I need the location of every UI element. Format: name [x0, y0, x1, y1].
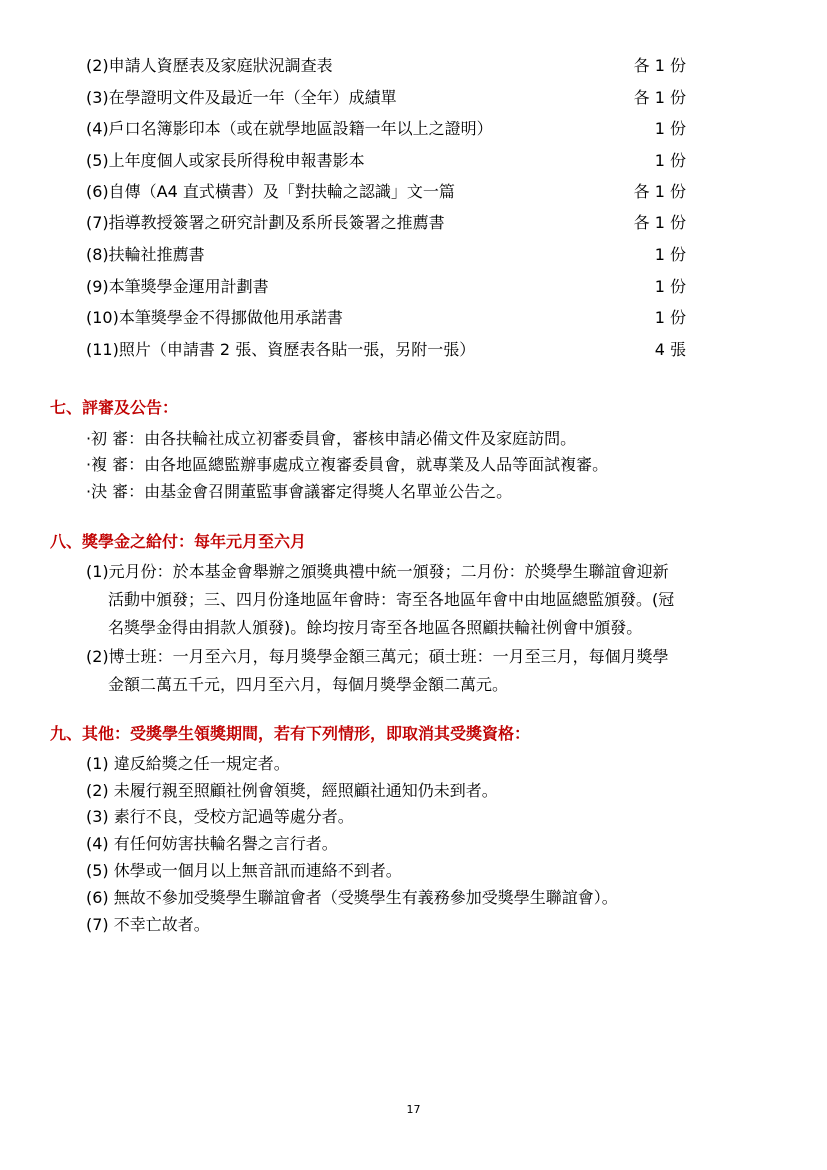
section-heading-payment-emphasis: 每年元月至六月 — [194, 532, 307, 551]
document-item-quantity: 4 張 — [654, 340, 686, 359]
document-item-quantity: 各 1 份 — [633, 213, 686, 232]
document-item — [86, 54, 686, 78]
document-item — [86, 243, 686, 267]
other-item: (4) 有任何妨害扶輪名譽之言行者。 — [86, 834, 338, 853]
document-item-text: (10)本筆獎學金不得挪做他用承諾書 — [86, 308, 343, 327]
payment-item-line: 活動中頒發；三、四月份逢地區年會時：寄至各地區年會中由地區總監頒發。(冠 — [108, 590, 675, 609]
document-item — [86, 338, 686, 362]
document-item-quantity: 1 份 — [654, 308, 686, 327]
document-item-quantity: 各 1 份 — [633, 88, 686, 107]
document-item — [86, 117, 686, 141]
document-item-text: (2)申請人資歷表及家庭狀況調查表 — [86, 56, 333, 75]
document-item — [86, 275, 686, 299]
document-item-text: (11)照片（申請書 2 張、資歷表各貼一張，另附一張） — [86, 340, 476, 359]
page-number: 17 — [406, 1103, 421, 1116]
document-item — [86, 306, 686, 330]
section-heading-review: 七、評審及公告： — [50, 398, 179, 417]
document-item-quantity: 1 份 — [654, 119, 686, 138]
document-item-text: (4)戶口名簿影印本（或在就學地區設籍一年以上之證明） — [86, 119, 493, 138]
document-item-text: (3)在學證明文件及最近一年（全年）成績單 — [86, 88, 397, 107]
other-item: (5) 休學或一個月以上無音訊而連絡不到者。 — [86, 861, 402, 880]
document-item-text: (7)指導教授簽署之研究計劃及系所長簽署之推薦書 — [86, 213, 445, 232]
review-item: ·初 審：由各扶輪社成立初審委員會，審核申請必備文件及家庭訪問。 — [86, 429, 577, 448]
document-item-quantity: 各 1 份 — [633, 56, 686, 75]
document-item-quantity: 1 份 — [654, 151, 686, 170]
review-item: ·決 審：由基金會召開董監事會議審定得獎人名單並公告之。 — [86, 482, 513, 501]
payment-item-line: 金額二萬五千元，四月至六月，每個月獎學金額二萬元。 — [108, 675, 509, 694]
payment-item-line: (2)博士班：一月至六月，每月獎學金額三萬元；碩士班：一月至三月，每個月獎學 — [86, 647, 669, 666]
document-item-text: (8)扶輪社推薦書 — [86, 245, 205, 264]
other-item: (3) 素行不良，受校方記過等處分者。 — [86, 807, 354, 826]
document-item-text: (5)上年度個人或家長所得稅申報書影本 — [86, 151, 365, 170]
document-item-quantity: 1 份 — [654, 277, 686, 296]
other-item: (6) 無故不參加受獎學生聯誼會者（受獎學生有義務參加受獎學生聯誼會）。 — [86, 888, 618, 907]
section-heading-payment — [50, 530, 306, 554]
document-item — [86, 211, 686, 235]
section-heading-other: 九、其他：受獎學生領獎期間，若有下列情形，即取消其受獎資格： — [50, 724, 531, 743]
document-item-text: (6)自傳（A4 直式橫書）及「對扶輪之認識」文一篇 — [86, 182, 455, 201]
document-item-quantity: 1 份 — [654, 245, 686, 264]
payment-item-line: (1)元月份：於本基金會舉辦之頒獎典禮中統一頒發；二月份：於獎學生聯誼會迎新 — [86, 562, 669, 581]
section-heading-payment-label: 八、獎學金之給付： — [50, 532, 195, 551]
other-item: (1) 違反給獎之任一規定者。 — [86, 754, 290, 773]
document-item — [86, 86, 686, 110]
document-item-quantity: 各 1 份 — [633, 182, 686, 201]
other-item: (2) 未履行親至照顧社例會領獎，經照顧社通知仍未到者。 — [86, 781, 498, 800]
document-item — [86, 149, 686, 173]
review-item: ·複 審：由各地區總監辦事處成立複審委員會，就專業及人品等面試複審。 — [86, 455, 609, 474]
payment-item-line: 名獎學金得由捐款人頒發)。餘均按月寄至各地區各照顧扶輪社例會中頒發。 — [108, 618, 643, 637]
document-item — [86, 180, 686, 204]
document-item-text: (9)本筆獎學金運用計劃書 — [86, 277, 269, 296]
other-item: (7) 不幸亡故者。 — [86, 915, 210, 934]
